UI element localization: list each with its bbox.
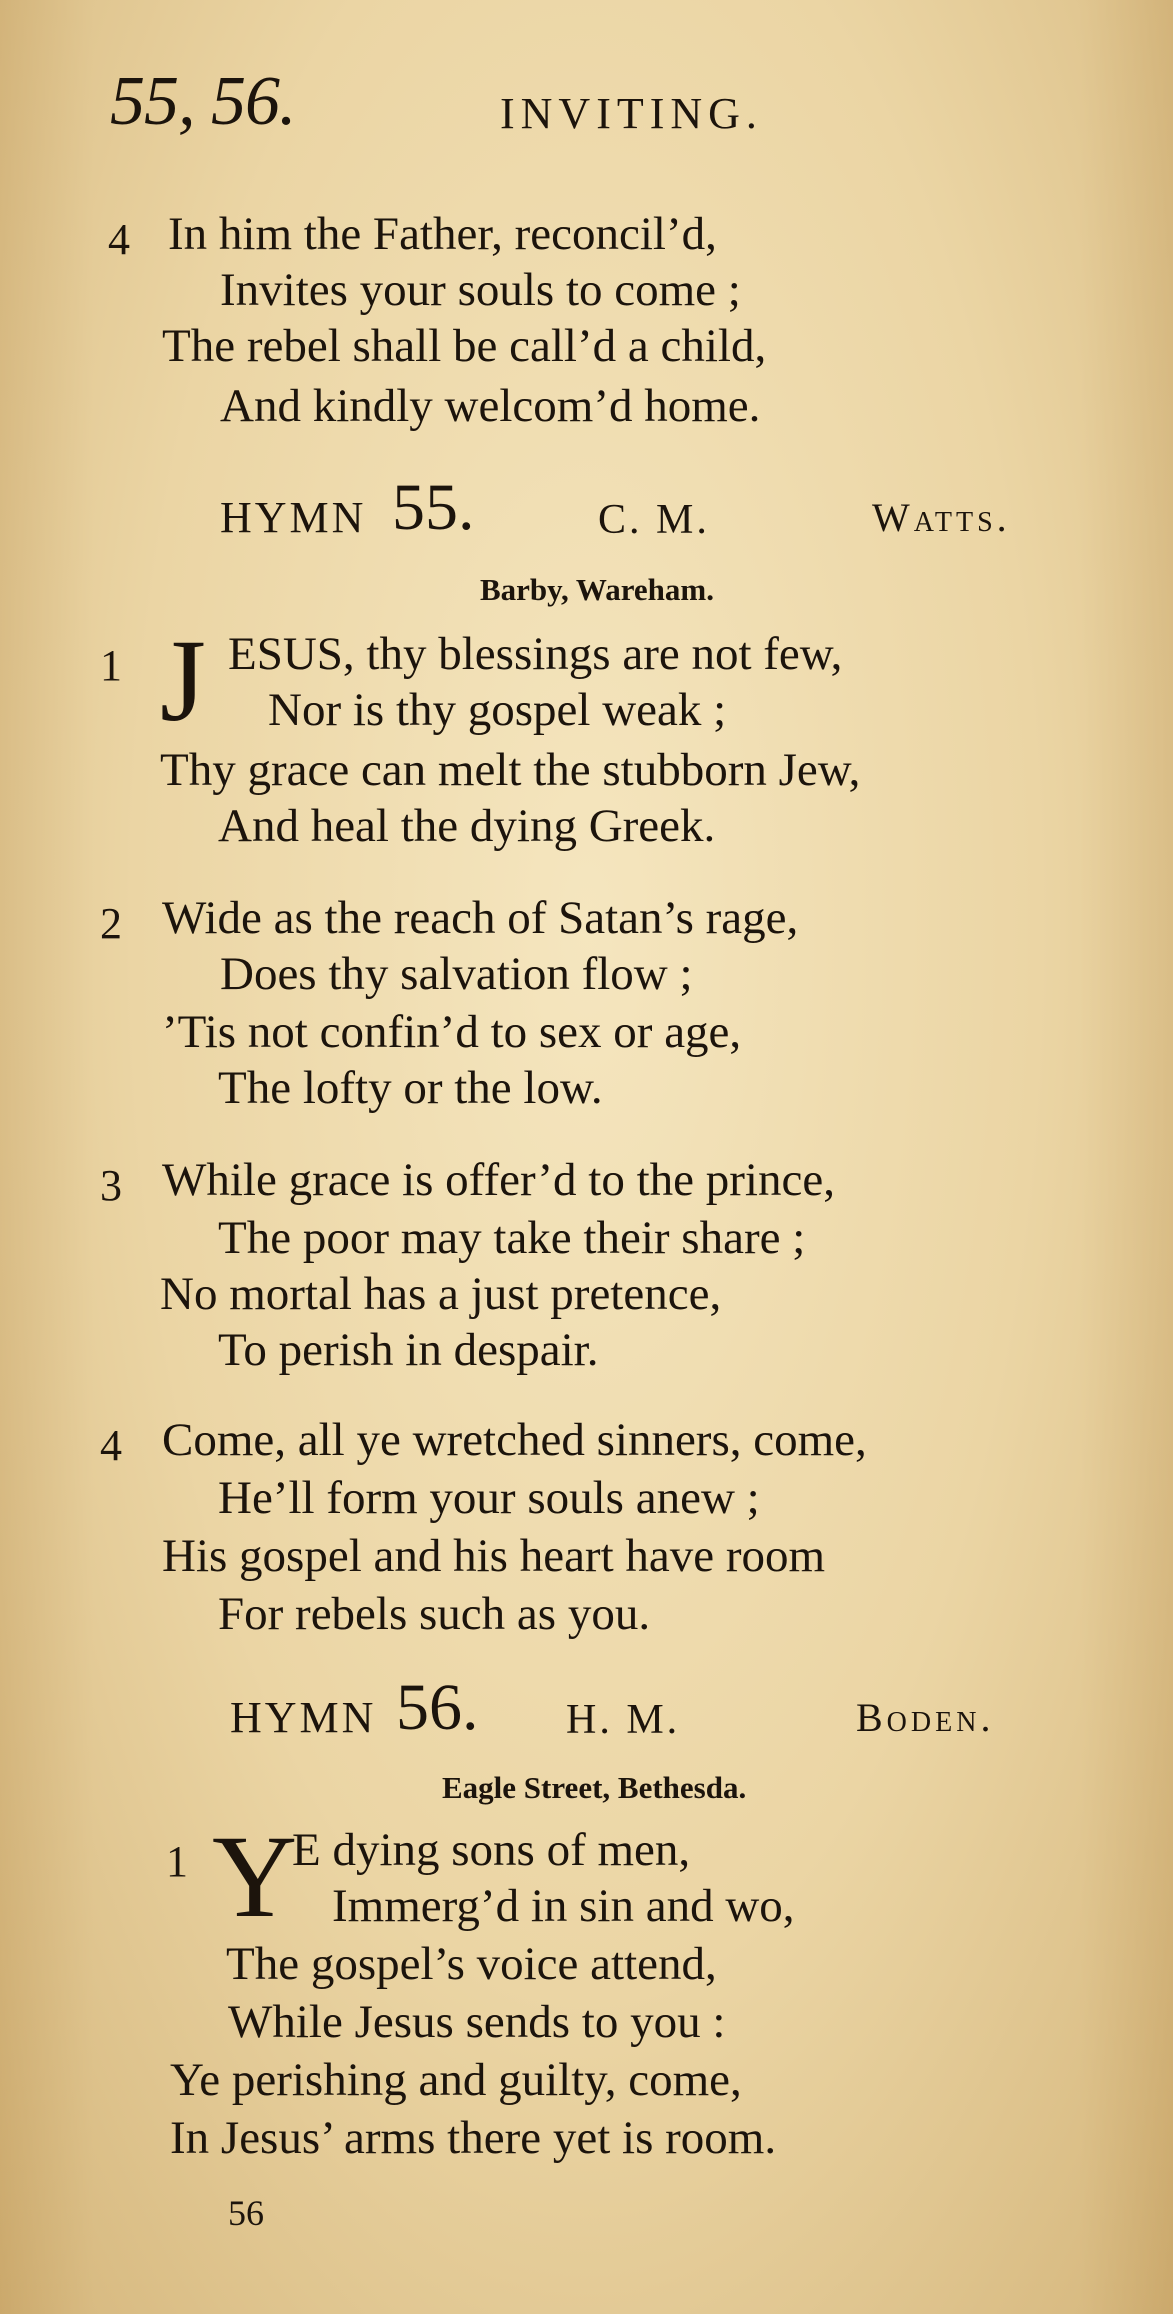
hymn55-verse4-line-1: Come, all ye wretched sinners, come, bbox=[162, 1414, 867, 1466]
hymn56-label: HYMN bbox=[230, 1693, 377, 1742]
hymn56-tunes: Eagle Street, Bethesda. bbox=[442, 1770, 747, 1805]
hymn56-verse1-line-1: E dying sons of men, bbox=[292, 1824, 691, 1876]
hymn56-verse1-line-2: Immerg’d in sin and wo, bbox=[332, 1880, 795, 1932]
hymn55-verse3-line-3: No mortal has a just pretence, bbox=[160, 1268, 722, 1320]
hymn56-author: Boden. bbox=[856, 1695, 995, 1740]
hymn55-number: 55. bbox=[392, 471, 475, 544]
prev-verse-line-1: In him the Father, reconcil’d, bbox=[168, 208, 717, 260]
hymn55-verse2-line-4: The lofty or the low. bbox=[218, 1062, 603, 1114]
hymn55-meter: C. M. bbox=[598, 497, 710, 543]
hymn55-verse2-number: 2 bbox=[100, 899, 122, 948]
hymn55-verse3-line-2: The poor may take their share ; bbox=[218, 1212, 806, 1264]
prev-verse-line-2: Invites your souls to come ; bbox=[220, 264, 741, 316]
hymn55-verse4-line-3: His gospel and his heart have room bbox=[162, 1530, 826, 1582]
hymn56-verse1-line-4: While Jesus sends to you : bbox=[228, 1996, 726, 2048]
hymn55-verse3-number: 3 bbox=[100, 1161, 122, 1210]
hymn55-verse2-line-1: Wide as the reach of Satan’s rage, bbox=[162, 892, 799, 944]
hymn55-verse4-line-4: For rebels such as you. bbox=[218, 1588, 651, 1640]
hymn56-verse1-line-3: The gospel’s voice attend, bbox=[226, 1938, 717, 1990]
page-number: 55, 56. bbox=[110, 63, 296, 140]
prev-verse-number: 4 bbox=[108, 215, 130, 264]
prev-verse-line-3: The rebel shall be call’d a child, bbox=[162, 320, 767, 372]
hymn55-label: HYMN bbox=[220, 493, 367, 542]
hymn56-verse1-line-6: In Jesus’ arms there yet is room. bbox=[170, 2112, 777, 2164]
hymn56-verse1-number: 1 bbox=[166, 1837, 188, 1886]
hymn56-dropcap: Y bbox=[212, 1811, 298, 1942]
hymn55-dropcap: J bbox=[160, 615, 206, 746]
running-title: INVITING. bbox=[500, 89, 763, 138]
hymn56-meter: H. M. bbox=[566, 1697, 681, 1743]
hymn55-verse1-number: 1 bbox=[100, 641, 122, 690]
hymn55-author: Watts. bbox=[872, 495, 1011, 540]
hymn55-verse1-line-2: Nor is thy gospel weak ; bbox=[268, 684, 727, 736]
hymn55-verse4-line-2: He’ll form your souls anew ; bbox=[218, 1472, 760, 1524]
signature-mark: 56 bbox=[228, 2193, 264, 2233]
hymn55-verse1-line-4: And heal the dying Greek. bbox=[218, 800, 716, 852]
hymn55-verse3-line-4: To perish in despair. bbox=[218, 1324, 599, 1376]
hymn55-verse1-line-3: Thy grace can melt the stubborn Jew, bbox=[160, 744, 861, 796]
hymn55-verse3-line-1: While grace is offer’d to the prince, bbox=[162, 1154, 835, 1206]
prev-verse-line-4: And kindly welcom’d home. bbox=[220, 380, 761, 432]
hymn55-verse2-line-3: ’Tis not confin’d to sex or age, bbox=[162, 1006, 742, 1058]
hymn55-verse2-line-2: Does thy salvation flow ; bbox=[220, 948, 693, 1000]
hymn55-verse1-line-1: ESUS, thy blessings are not few, bbox=[228, 628, 843, 680]
hymn56-verse1-line-5: Ye perishing and guilty, come, bbox=[170, 2054, 742, 2106]
hymn55-verse4-number: 4 bbox=[100, 1421, 122, 1470]
hymn56-number: 56. bbox=[396, 1671, 479, 1744]
hymn55-tunes: Barby, Wareham. bbox=[480, 572, 714, 607]
